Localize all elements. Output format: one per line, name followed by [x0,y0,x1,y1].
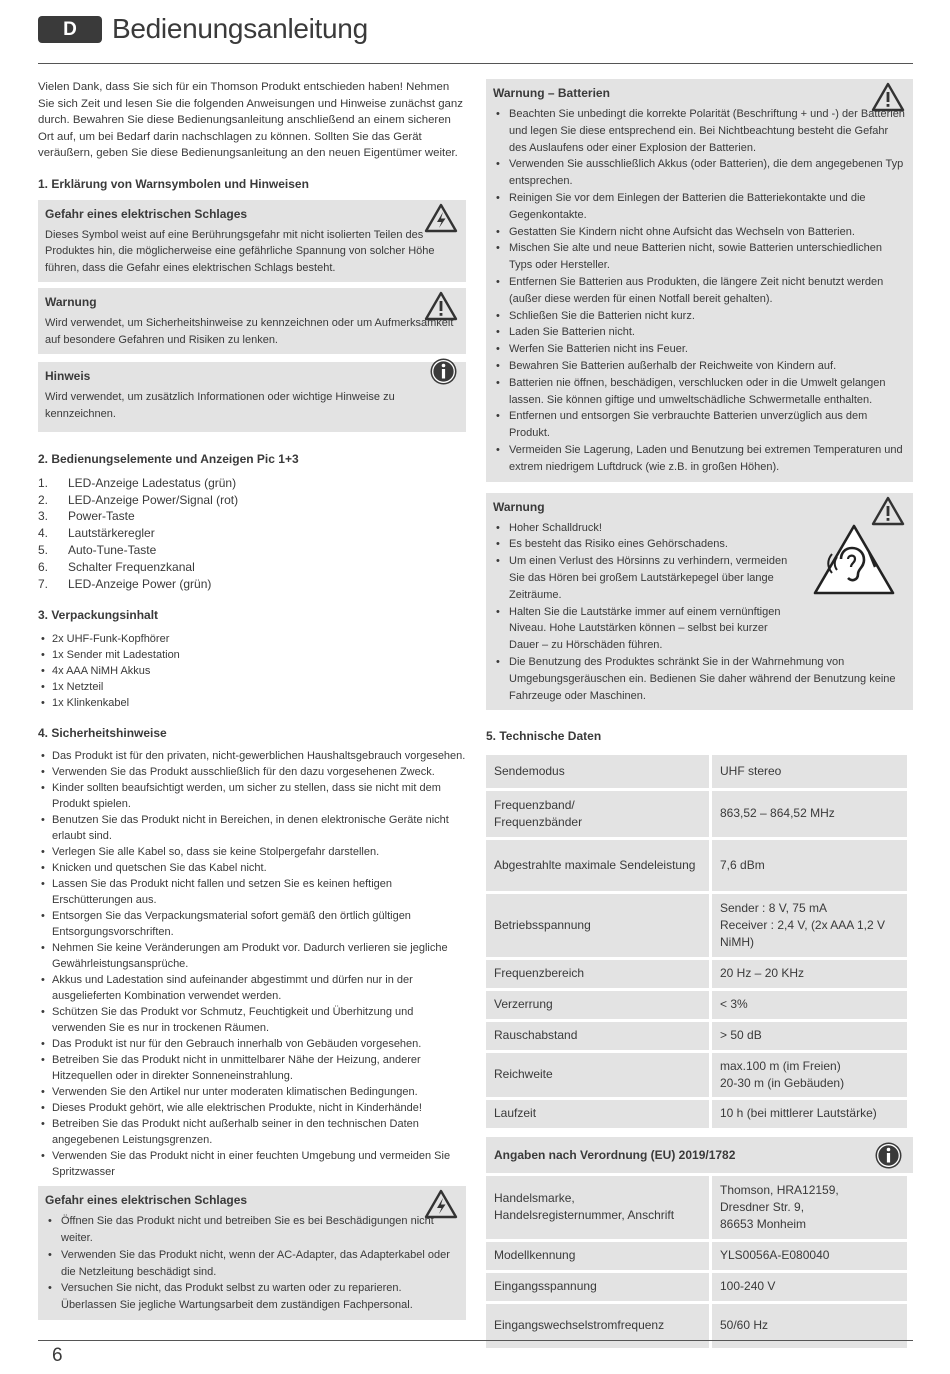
electric-safety-box-title: Gefahr eines elektrischen Schlages [45,1193,248,1208]
footer-rule [38,1340,913,1341]
table-row [486,755,907,788]
hint-box-text: Wird verwendet, um zusätzlich Informationen oder wichtige Hinweise zu kennzeichnen. [45,391,395,420]
table-label-cell: Laufzeit [486,1100,709,1128]
table-label-cell: Abgestrahlte maximale Sendeleistung [486,840,709,891]
noise-list [493,520,906,705]
list-item: 1. LED-Anzeige Ladestatus (grün) [38,475,237,490]
table-label-cell: Betriebsspannung [486,894,709,957]
table-label-cell: Eingangswechselstromfrequenz [486,1304,709,1348]
list-item: • Laden Sie Batterien nicht. [493,324,906,341]
table-value-cell: 7,6 dBm [712,840,907,891]
list-item: • Das Produkt ist für den privaten, nicht-gewerblichen Haushaltsgebrauch vorgesehen. [38,748,466,764]
table-row [486,1242,907,1270]
list-item: • Verwenden Sie das Produkt nicht in einer feuchten Umgebung und vermeiden Sie Spritzwasser [38,1148,466,1180]
battery-warning-box [486,79,913,482]
warning-box-text: Wird verwendet, um Sicherheitshinweise zu kennzeichnen oder um Aufmerksamkeit auf besondere Gefahren und Risiken zu lenken. [45,317,454,346]
list-item: • Verwenden Sie den Artikel nur unter moderaten klimatischen Bedingungen. [38,1084,466,1100]
table-label-cell: Modellkennung [486,1242,709,1270]
list-item: • Entfernen und entsorgen Sie verbrauchte Batterien unverzüglich aus dem Produkt. [493,408,906,442]
package-list [38,631,466,711]
list-item: • Verwenden Sie ausschließlich Akkus (oder Batterien), die dem angegebenen Typ entsprechen. [493,156,906,190]
page-number: 6 [52,1345,63,1366]
table-label-cell: Rauschabstand [486,1022,709,1050]
list-item: • Nehmen Sie keine Veränderungen am Produkt vor. Dadurch verlieren sie jegliche Gewährleistungsansprüche. [38,940,466,972]
table-row [486,1053,907,1097]
warning-box-title: Warnung [45,295,97,310]
table-row [486,991,907,1019]
list-item: • Werfen Sie Batterien nicht ins Feuer. [493,341,906,358]
hint-box [38,362,466,432]
list-item: 5. Auto-Tune-Taste [38,543,157,558]
table-value-cell: 50/60 Hz [712,1304,907,1348]
list-item: • Öffnen Sie das Produkt nicht und betreiben Sie es bei Beschädigungen nicht weiter. [45,1213,459,1247]
list-item: 3. Power-Taste [38,509,135,524]
list-item: • Es besteht das Risiko eines Gehörschadens. [493,536,906,553]
list-item: • Entfernen Sie Batterien aus Produkten, die längere Zeit nicht benutzt werden (außer diese werden für einen Notfall bereit gehalten). [493,274,906,308]
table-row [486,1176,907,1239]
warning-box [38,288,466,354]
eu-data-table [483,1173,910,1351]
list-item: • Halten Sie die Lautstärke immer auf einem vernünftigen Niveau. Hohe Lautstärken können – selbst bei kurzer Dauer – zu Hörschäden führen. [493,604,906,654]
table-value-cell: YLS0056A-E080040 [712,1242,907,1270]
table-label-cell: Frequenzband/ Frequenzbänder [486,791,709,837]
noise-warning-box [486,493,913,711]
table-label-cell: Frequenzbereich [486,960,709,988]
list-item: 2. LED-Anzeige Power/Signal (rot) [38,492,239,507]
list-item: • Vermeiden Sie Lagerung, Laden und Benutzung bei extremen Temperaturen und extrem niedrigem Luftdruck (wie z.B. in großen Höhen). [493,442,906,476]
battery-warning-title: Warnung – Batterien [493,86,610,100]
electric-box-text: Dieses Symbol weist auf eine Berührungsgefahr mit nicht isolierten Teilen des Produktes hin, die möglicherweise eine gefährliche Spannung von solcher Höhe führen, dass die Gefahr eines elektrischen Schlags besteht. [45,228,435,274]
list-item: • Verwenden Sie das Produkt ausschließlich für den dazu vorgesehenen Zweck. [38,764,466,780]
table-label-cell: Verzerrung [486,991,709,1019]
list-item: • Knicken und quetschen Sie das Kabel nicht. [38,860,466,876]
list-item: • Mischen Sie alte und neue Batterien nicht, sowie Batterien unterschiedlichen Typs oder Hersteller. [493,240,906,274]
list-item: • Verwenden Sie das Produkt nicht, wenn der AC-Adapter, das Adapterkabel oder die Netzleitung beschädigt sind. [45,1247,459,1281]
electric-box [38,200,466,283]
list-item: • Verlegen Sie alle Kabel so, dass sie keine Stolpergefahr darstellen. [38,844,466,860]
table-value-cell: 20 Hz – 20 KHz [712,960,907,988]
language-badge: D [38,16,102,43]
list-item: • Gestatten Sie Kindern nicht ohne Aufsicht das Wechseln von Batterien. [493,224,906,241]
list-item: • Entsorgen Sie das Verpackungsmaterial sofort gemäß den örtlich gültigen Entsorgungsvorschriften. [38,908,466,940]
list-item: 7. LED-Anzeige Power (grün) [38,577,212,592]
list-item: • Beachten Sie unbedingt die korrekte Polarität (Beschriftung + und -) der Batterien und legen Sie diese entsprechend ein. Bei Nichtbeachtung besteht die Gefahr des Auslaufens oder einer Explosion der Batterien. [493,106,906,156]
list-item: • Bewahren Sie Batterien außerhalb der Reichweite von Kindern auf. [493,358,906,375]
info-icon [429,357,458,392]
table-label-cell: Sendemodus [486,755,709,788]
warning-icon [424,291,458,327]
hint-box-title: Hinweis [45,369,91,384]
table-label-cell: Handelsmarke, Handelsregisternummer, Anschrift [486,1176,709,1239]
safety-list [38,748,466,1180]
list-item: • Lassen Sie das Produkt nicht fallen und setzen Sie es keinen heftigen Erschütterungen aus. [38,876,466,908]
list-item: • Benutzen Sie das Produkt nicht in Bereichen, in denen elektronische Geräte nicht erlaubt sind. [38,812,466,844]
tech-data-table [483,752,910,1131]
intro-text: Vielen Dank, dass Sie sich für ein Thomson Produkt entschieden haben! Nehmen Sie sich Zeit und lesen Sie die folgenden Anweisungen und Hinweise zunächst ganz durch. Bewahren Sie diese Bedienungsanleitung anschließend an einem sicheren Ort auf, um bei Bedarf darin nachschlagen zu können. Sollten Sie das Gerät veräußern, geben Sie diese Bedienungsanleitung an den neuen Eigentümer weiter. [38,81,463,160]
list-item: • Dieses Produkt gehört, wie alle elektrischen Produkte, nicht in Kinderhände! [38,1100,466,1116]
controls-list [38,475,466,593]
section5-heading: 5. Technische Daten [486,729,602,744]
list-item: • Das Produkt ist nur für den Gebrauch innerhalb von Gebäuden vorgesehen. [38,1036,466,1052]
list-item: • Betreiben Sie das Produkt nicht außerhalb seiner in den technischen Daten angegebenen Leistungsgrenzen. [38,1116,466,1148]
table-row [486,1273,907,1301]
table-value-cell: Thomson, HRA12159, Dresdner Str. 9, 86653 Monheim [712,1176,907,1239]
table-value-cell: UHF stereo [712,755,907,788]
noise-warning-title: Warnung [493,499,545,514]
list-item: • 1x Sender mit Ladestation [38,647,466,663]
list-item: • Akkus und Ladestation sind aufeinander abgestimmt und dürfen nur in der ausgelieferten Kombination verwendet werden. [38,972,466,1004]
list-item: • 1x Netzteil [38,679,466,695]
list-item: • Hoher Schalldruck! [493,520,906,537]
list-item: • Reinigen Sie vor dem Einlegen der Batterien die Batteriekontakte und die Gegenkontakte. [493,190,906,224]
header-rule [38,63,913,64]
section1-heading: 1. Erklärung von Warnsymbolen und Hinweisen [38,176,309,191]
table-value-cell: > 50 dB [712,1022,907,1050]
electric-safety-list [45,1213,459,1314]
section4-heading: 4. Sicherheitshinweise [38,725,167,740]
battery-list [493,106,906,476]
list-item: 4. Lautstärkeregler [38,526,155,541]
section2-heading: 2. Bedienungselemente und Anzeigen Pic 1+3 [38,452,299,467]
list-item: • Betreiben Sie das Produkt nicht in unmittelbarer Nähe der Heizung, anderer Hitzequellen oder in direkter Sonneneinstrahlung. [38,1052,466,1084]
list-item: • 2x UHF-Funk-Kopfhörer [38,631,466,647]
table-value-cell: 100-240 V [712,1273,907,1301]
list-item: 6. Schalter Frequenzkanal [38,560,195,575]
table-value-cell: max.100 m (im Freien) 20-30 m (in Gebäuden) [712,1053,907,1097]
list-item: • Die Benutzung des Produktes schränkt Sie in der Wahrnehmung von Umgebungsgeräuschen ein. Bedienen Sie daher während der Benutzung keine Fahrzeuge oder Maschinen. [493,654,906,704]
table-row [486,894,907,957]
table-value-cell: 10 h (bei mittlerer Lautstärke) [712,1100,907,1128]
table-row [486,1022,907,1050]
right-column [486,79,913,1351]
list-item: • Kinder sollten beaufsichtigt werden, um sicher zu stellen, dass sie nicht mit dem Produkt spielen. [38,780,466,812]
table-value-cell: Sender : 8 V, 75 mA Receiver : 2,4 V, (2x AAA 1,2 V NiMH) [712,894,907,957]
list-item: • Um einen Verlust des Hörsinns zu verhindern, vermeiden Sie das Hören bei großem Lautstärkepegel über lange Zeiträume. [493,553,906,603]
page-title: Bedienungsanleitung [112,13,368,44]
table-row [486,840,907,891]
table-label-cell: Reichweite [486,1053,709,1097]
list-item: • Schließen Sie die Batterien nicht kurz. [493,308,906,325]
table-row [486,1100,907,1128]
electric-safety-box [38,1186,466,1320]
left-column [38,79,466,1329]
table-row [486,960,907,988]
info-icon [874,1141,903,1184]
list-item: • Batterien nie öffnen, beschädigen, verschlucken oder in die Umwelt gelangen lassen. Sie können giftige und umweltschädliche Schwermetalle enthalten. [493,375,906,409]
eu-regulation-title: Angaben nach Verordnung (EU) 2019/1782 [494,1147,736,1162]
electric-warning-icon [424,203,458,239]
table-label-cell: Eingangsspannung [486,1273,709,1301]
list-item: • 4x AAA NiMH Akkus [38,663,466,679]
list-item: • 1x Klinkenkabel [38,695,466,711]
electric-box-title: Gefahr eines elektrischen Schlages [45,206,248,221]
table-row [486,1304,907,1348]
section3-heading: 3. Verpackungsinhalt [38,608,159,622]
list-item: • Versuchen Sie nicht, das Produkt selbst zu warten oder zu reparieren. Überlassen Sie jegliche Wartungsarbeit dem zuständigen Fachpersonal. [45,1280,459,1314]
list-item: • Schützen Sie das Produkt vor Schmutz, Feuchtigkeit und Überhitzung und verwenden Sie es nur in trockenen Räumen. [38,1004,466,1036]
table-row [486,791,907,837]
table-value-cell: < 3% [712,991,907,1019]
eu-regulation-header [486,1137,913,1173]
table-value-cell: 863,52 – 864,52 MHz [712,791,907,837]
